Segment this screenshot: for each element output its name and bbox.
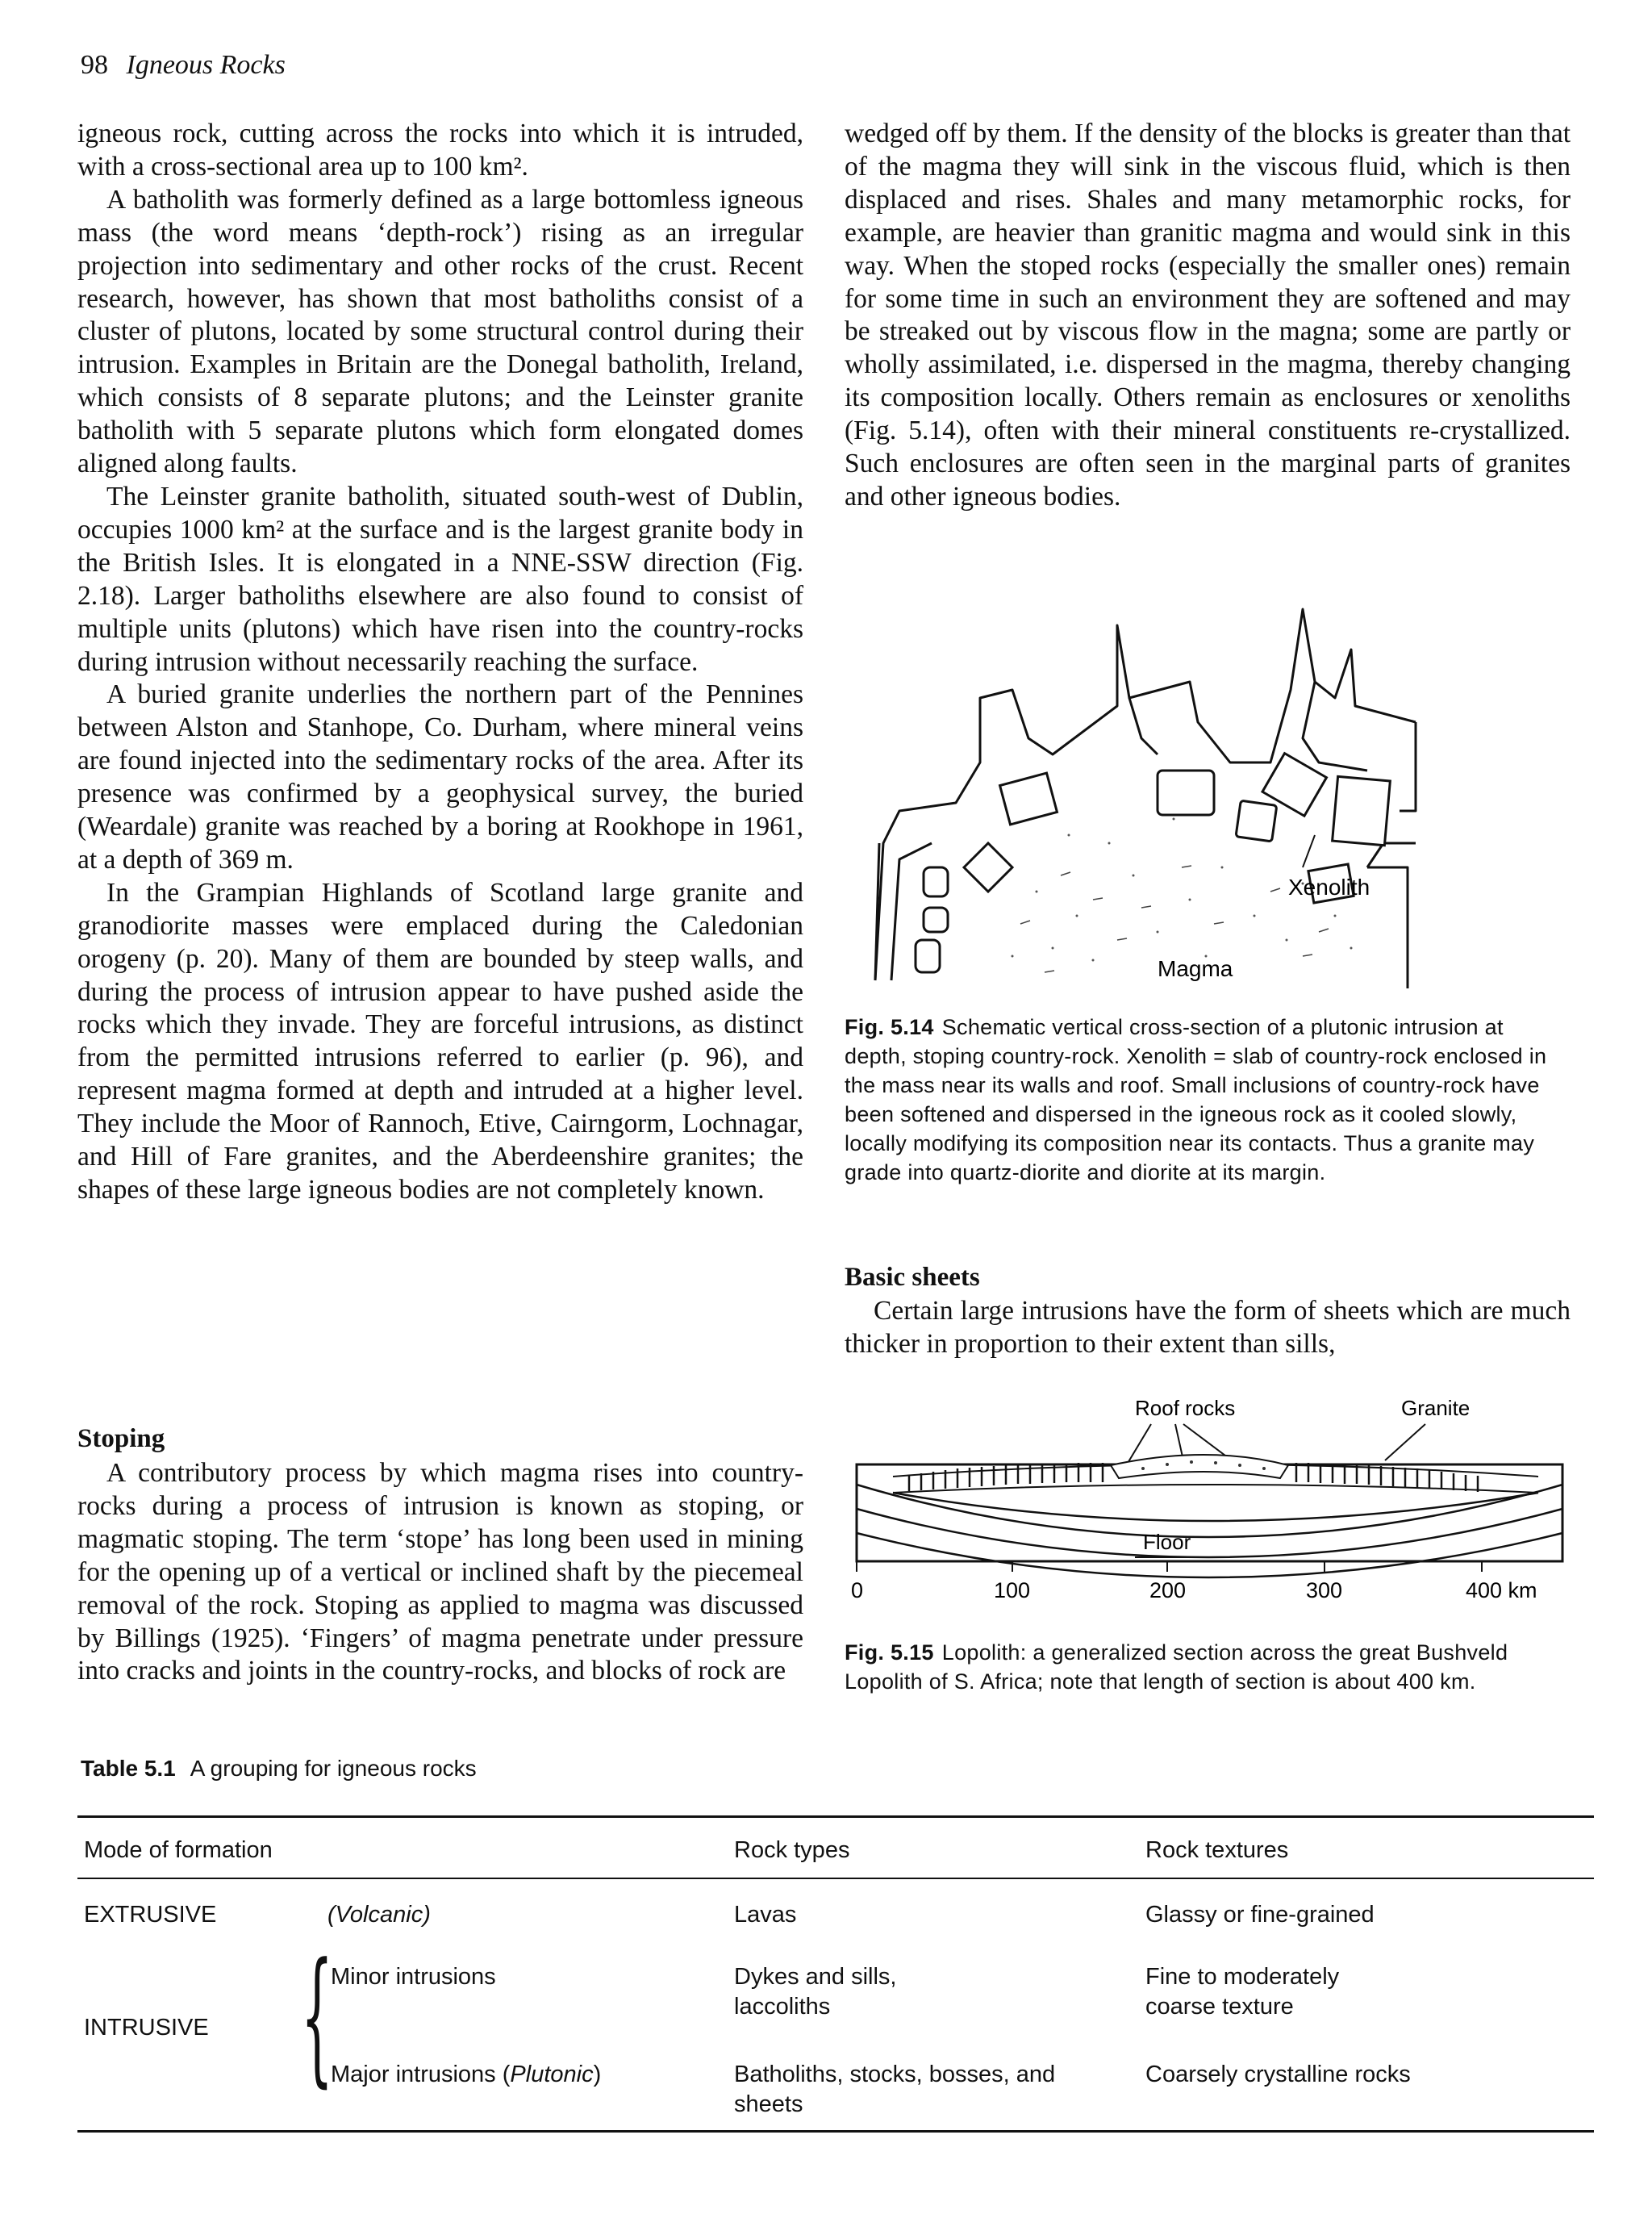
xenolith-pointer — [1303, 835, 1315, 867]
table-brace: { — [301, 1932, 334, 2101]
paragraph: A batholith was formerly defined as a large bottomless igneous mass (the word means ‘depth-rock’) rising as an irregular projection into sedimentary and other rocks of the crust. Recent research, however, has shown that most batholiths consist of a cluster of plutons, located by some structural control during their intrusion. Examples in Britain are the Donegal batholith, Ireland, which consists of 8 separate plutons; and the Leinster granite batholith with 5 separate plutons which form elongated domes aligned along faults. — [77, 184, 803, 479]
paragraph: A contributory process by which magma rises into country-rocks during a process of intrusion is known as stoping, or magmatic stoping. The term ‘stope’ has long been used in mining for the opening up of a vertical or inclined shaft by the piecemeal removal of the rock. Stoping as applied to magma was discussed by Billings (1925). ‘Fingers’ of magma penetrate under pressure into cracks and joints in the country-rocks, and blocks of rock are — [77, 1458, 803, 1686]
table-header-textures: Rock textures — [1145, 1837, 1289, 1863]
table-cell-sheets: sheets — [734, 2091, 803, 2117]
figure-number: Fig. 5.14 — [845, 1015, 934, 1039]
label-granite: Granite — [1401, 1396, 1471, 1420]
paragraph: Certain large intrusions have the form of sheets which are much thicker in proportion to their extent than sills, — [845, 1296, 1571, 1359]
table-cell-fine: Fine to moderately — [1145, 1964, 1340, 1990]
table-cell-batholiths: Batholiths, stocks, bosses, and — [734, 2062, 1056, 2087]
figure-caption-5-15 — [845, 1638, 1571, 1696]
stoping-text — [77, 1457, 803, 1688]
label-magma: Magma — [1158, 956, 1233, 981]
scale-label: 300 — [1306, 1578, 1343, 1602]
major-label: Major intrusions ( — [331, 2062, 511, 2087]
table-number: Table 5.1 — [81, 1756, 176, 1781]
basic-sheets-text — [845, 1295, 1571, 1361]
scale-label: 400 km — [1466, 1578, 1537, 1602]
caption-text: Lopolith: a generalized section across the great Bushveld Lopolith of S. Africa; note that length of section is about 400 km. — [845, 1640, 1508, 1694]
section-heading-basic-sheets: Basic sheets — [845, 1263, 980, 1292]
table-cell-volcanic: (Volcanic) — [327, 1902, 431, 1928]
section-heading-stoping: Stoping — [77, 1424, 165, 1453]
plutonic-label: Plutonic — [510, 2062, 594, 2087]
paragraph: igneous rock, cutting across the rocks into which it is intruded, with a cross-sectional area up to 100 km². — [77, 119, 803, 182]
section-frame — [857, 1464, 1562, 1561]
table-cell-major — [331, 2060, 601, 2090]
page-number: 98 — [81, 50, 108, 80]
paragraph: The Leinster granite batholith, situated south-west of Dublin, occupies 1000 km² at the surface and is the largest granite body in the British Isles. It is elongated in a NNE-SSW direction (Fig. 2.18). Larger batholiths elsewhere are also found to consist of multiple units (plutons) which have risen into the country-rocks during intrusion without necessarily reaching the surface. — [77, 481, 803, 677]
label-xenolith: Xenolith — [1288, 875, 1370, 900]
figure-5-14-stoping-diagram — [851, 601, 1432, 996]
stoped-blocks — [916, 754, 1390, 972]
table-cell-laccoliths: laccoliths — [734, 1994, 831, 2020]
scale-label: 100 — [994, 1578, 1031, 1602]
country-rock-outline — [875, 609, 1416, 988]
table-cell-coarse: coarse texture — [1145, 1994, 1294, 2020]
strata-layers — [857, 1485, 1562, 1577]
table-rule-header — [77, 1878, 1594, 1879]
table-title — [81, 1756, 477, 1782]
paragraph: A buried granite underlies the northern part of the Pennines between Alston and Stanhope, Co. Durham, where mineral veins are found injected into the sedimentary rocks of the area. After its presence was confirmed by a geophysical survey, the buried (Weardale) granite was reached by a boring at Rookhope in 1961, at a depth of 369 m. — [77, 679, 803, 875]
table-caption: A grouping for igneous rocks — [190, 1756, 477, 1781]
paragraph: wedged off by them. If the density of the blocks is greater than that of the magma they will sink in the viscous fluid, which is then displaced and rises. Shales and many metamorphic rocks, for example, are heavier than granitic magma and would sink in this way. When the stoped rocks (especially the smaller ones) remain for some time in such an environment they are softened and may be streaked out by viscous flow in the magna; some are partly or wholly assimilated, i.e. dispersed in the magma, thereby changing its composition locally. Others remain as enclosures or xenoliths (Fig. 5.14), often with their mineral constituents re-crystallized. Such enclosures are often seen in the marginal parts of granites and other igneous bodies. — [845, 119, 1571, 512]
left-column — [77, 118, 803, 1207]
table-cell-extrusive: EXTRUSIVE — [84, 1902, 217, 1928]
table-cell-lavas: Lavas — [734, 1902, 797, 1928]
scale-label: 0 — [851, 1578, 864, 1602]
figure-number: Fig. 5.15 — [845, 1640, 934, 1665]
table-cell-glassy: Glassy or fine-grained — [1145, 1902, 1375, 1928]
figure-caption-5-14 — [845, 1013, 1571, 1187]
scale-labels — [851, 1578, 1537, 1602]
table-cell-intrusive: INTRUSIVE — [84, 2015, 209, 2041]
figure-5-15-lopolith-diagram — [845, 1388, 1571, 1606]
table-cell-minor: Minor intrusions — [331, 1964, 496, 1990]
table-rule-top — [77, 1815, 1594, 1818]
scale-label: 200 — [1149, 1578, 1187, 1602]
table-header-mode: Mode of formation — [84, 1837, 273, 1863]
paragraph: In the Grampian Highlands of Scotland large granite and granodiorite masses were emplaced during the Caledonian orogeny (p. 20). Many of them are bounded by steep walls, and during the process of intrusion appear to have pushed aside the rocks which they invade. They are forceful intrusions, as distinct from the permitted intrusions referred to earlier (p. 96), and represent magma formed at depth and intruded at a higher level. They include the Moor of Rannoch, Etive, Cairngorm, Lochnagar, and Hill of Fare granites, and the Aberdeenshire granites; the shapes of these large igneous bodies are not completely known. — [77, 877, 803, 1205]
table-cell-dykes: Dykes and sills, — [734, 1964, 897, 1990]
label-floor: Floor — [1143, 1530, 1191, 1554]
right-column — [845, 118, 1571, 514]
label-roof-rocks: Roof rocks — [1135, 1396, 1236, 1420]
page-header — [81, 50, 286, 81]
roof-rocks-patch — [1111, 1455, 1288, 1478]
table-header-types: Rock types — [734, 1837, 850, 1863]
running-title: Igneous Rocks — [126, 50, 286, 80]
major-close: ) — [593, 2062, 602, 2087]
caption-text: Schematic vertical cross-section of a plutonic intrusion at depth, stoping country-rock. Xenolith = slab of country-rock enclosed in the mass near its walls and roof. Small inclusions of country-rock have been softened and dispersed in the igneous rock as it cooled slowly, locally modifying its composition near its contacts. Thus a granite may grade into quartz-diorite and diorite at its margin. — [845, 1015, 1547, 1184]
table-cell-coarsely: Coarsely crystalline rocks — [1145, 2062, 1411, 2087]
table-rule-bottom — [77, 2130, 1594, 2133]
